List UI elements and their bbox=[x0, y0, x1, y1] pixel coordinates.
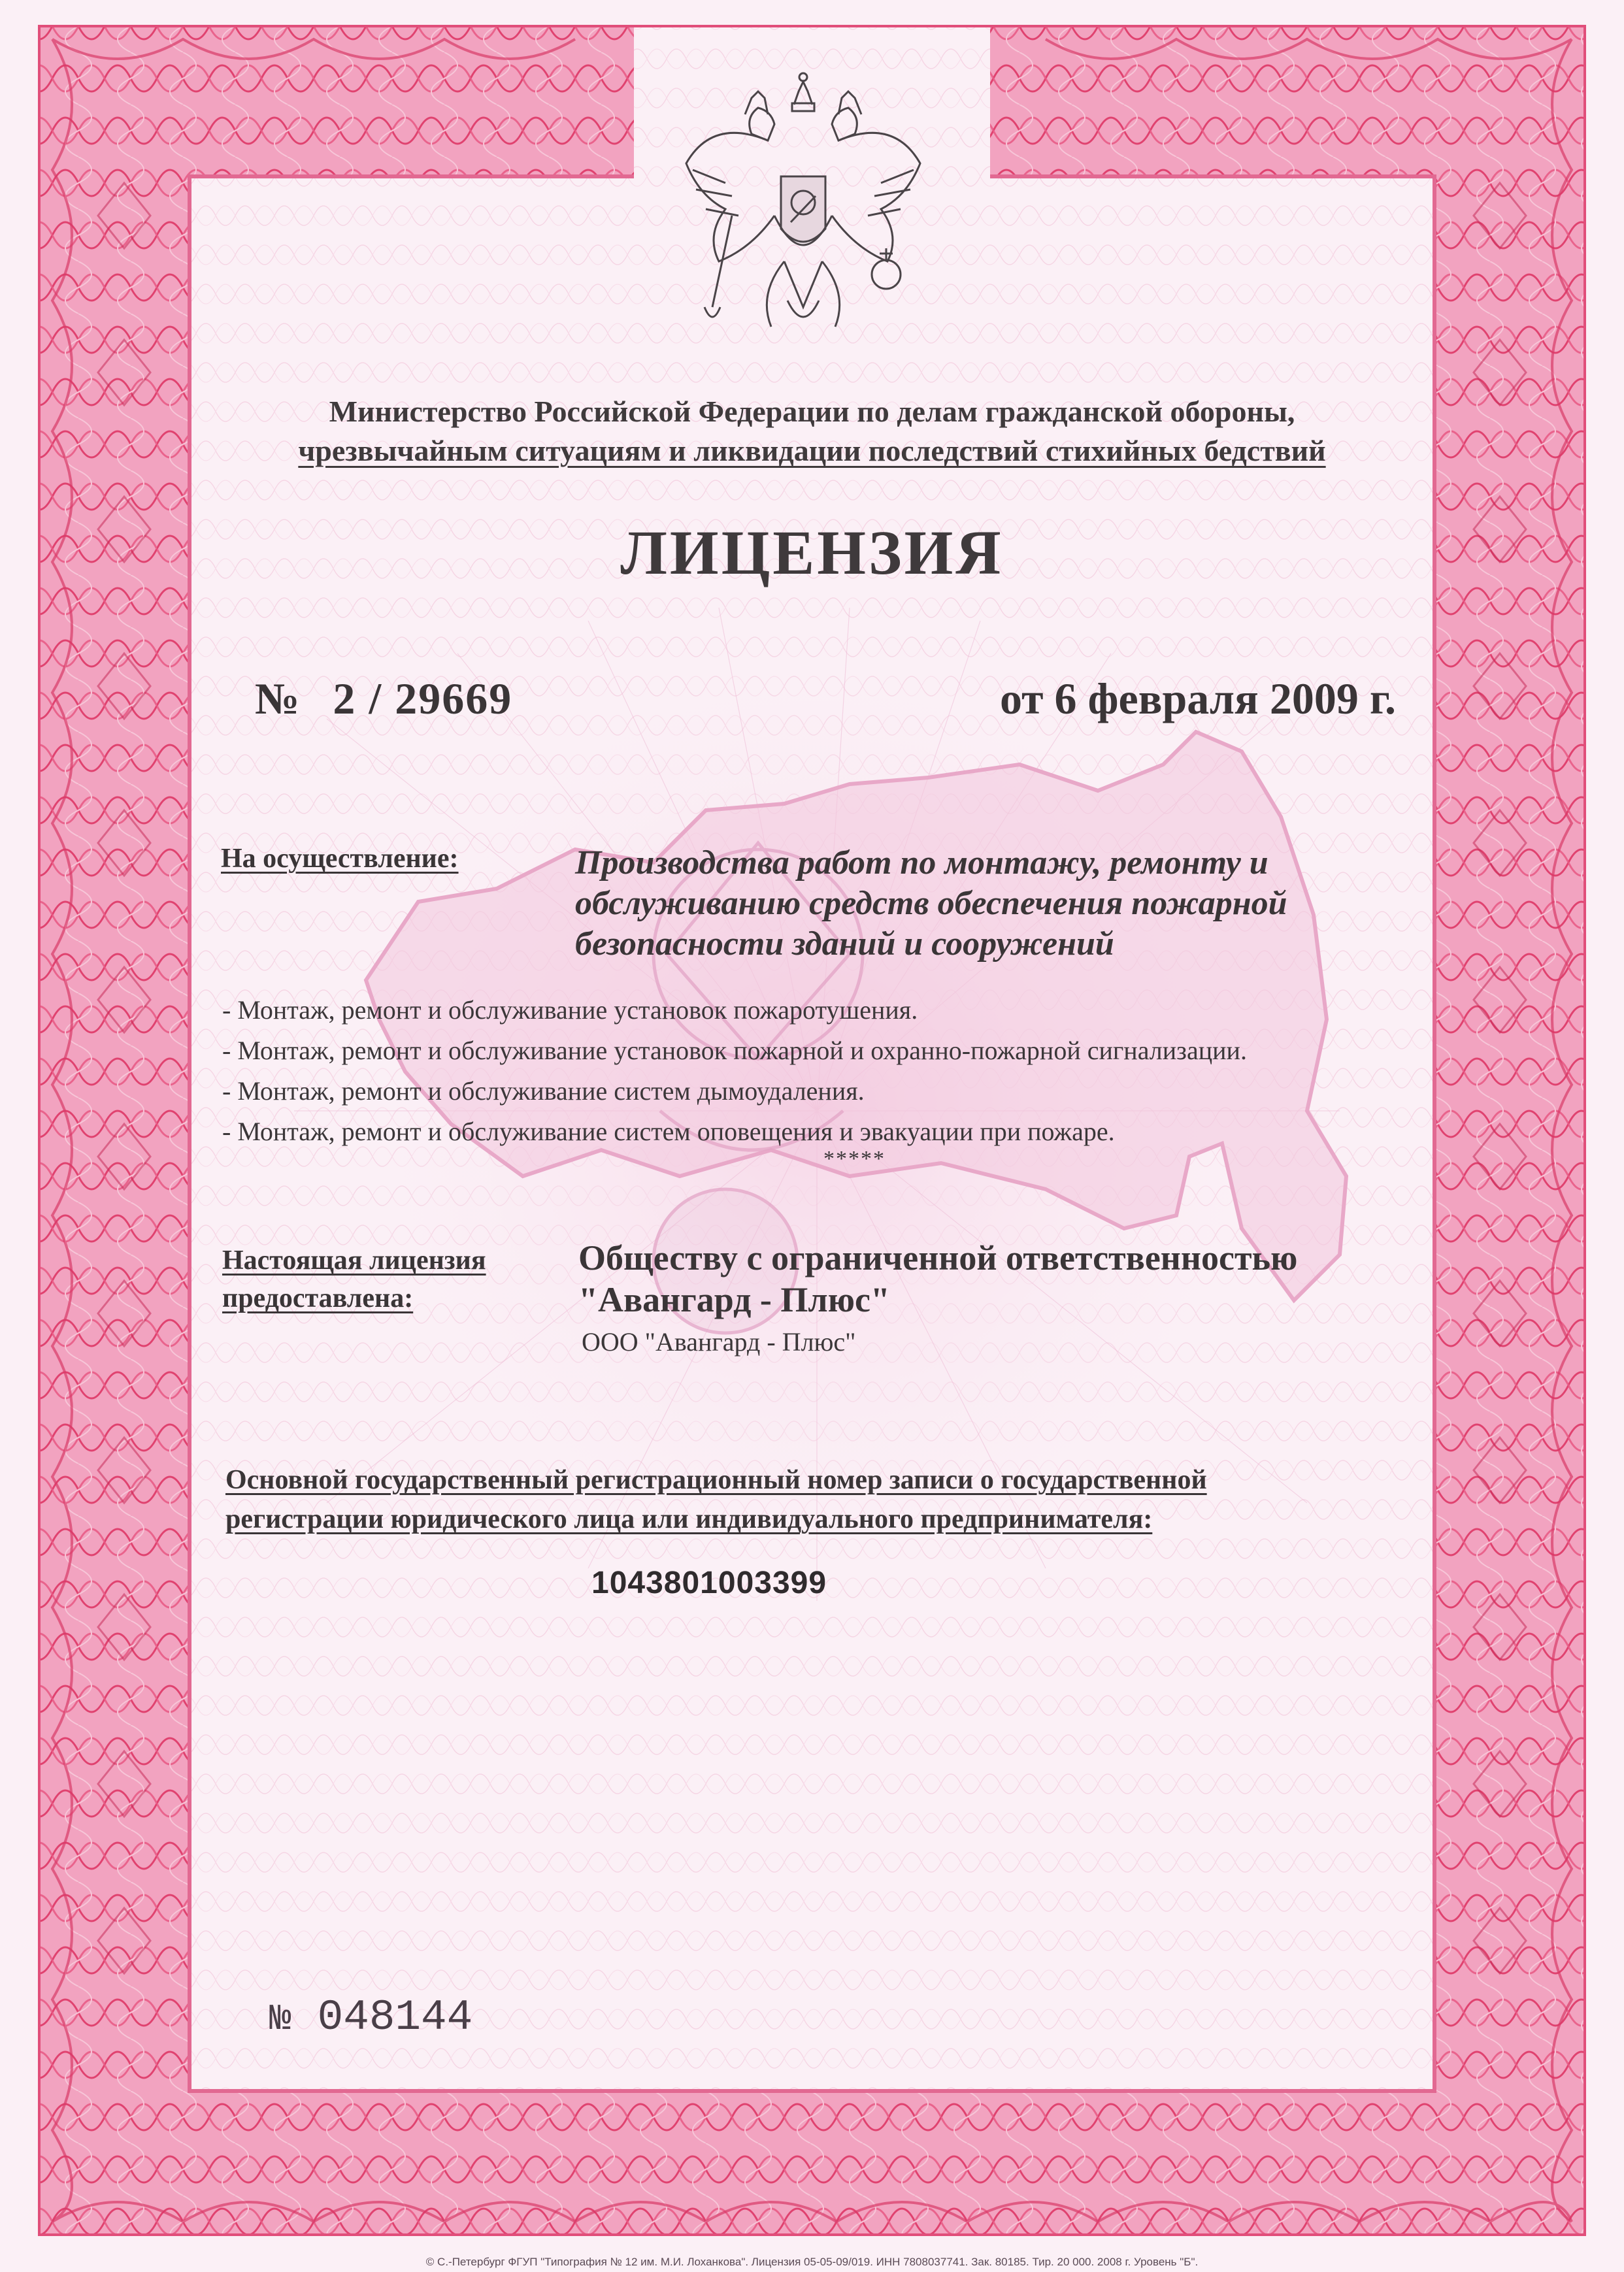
number-sign: № bbox=[255, 674, 300, 723]
license-date: от 6 февраля 2009 г. bbox=[1000, 674, 1397, 723]
ministry-line-2: чрезвычайным ситуациям и ликвидации последствий стихийных бедствий bbox=[298, 434, 1326, 467]
separator-stars: ***** bbox=[823, 1147, 886, 1171]
license-number bbox=[255, 673, 512, 725]
ogrn-value: 1043801003399 bbox=[591, 1566, 827, 1600]
document-title: ЛИЦЕНЗИЯ bbox=[620, 518, 1004, 587]
activity-label: На осуществление: bbox=[221, 844, 459, 874]
serial-sign: № bbox=[269, 1998, 291, 2040]
company-full-name bbox=[578, 1237, 1493, 1321]
works-list-item: - Монтаж, ремонт и обслуживание установок пожаротушения. bbox=[222, 995, 918, 1025]
granted-label-line-2: предоставлена: bbox=[222, 1283, 414, 1313]
works-list-item: - Монтаж, ремонт и обслуживание установок пожарной и охранно-пожарной сигнализации. bbox=[222, 1036, 1247, 1065]
works-list-item: - Монтаж, ремонт и обслуживание систем оповещения и эвакуации при пожаре. bbox=[222, 1117, 1115, 1146]
company-short-name: ООО "Авангард - Плюс" bbox=[582, 1327, 856, 1357]
activity-title-line: Производства работ по монтажу, ремонту и bbox=[575, 844, 1268, 881]
works-list bbox=[222, 990, 1464, 1152]
activity-title-line: обслуживанию средств обеспечения пожарной bbox=[575, 885, 1287, 922]
company-line-2: "Авангард - Плюс" bbox=[578, 1280, 890, 1319]
works-list-item: - Монтаж, ремонт и обслуживание систем дымоудаления. bbox=[222, 1076, 865, 1106]
granted-label-line-1: Настоящая лицензия bbox=[222, 1245, 486, 1276]
ogrn-label bbox=[225, 1460, 1467, 1539]
ministry-heading bbox=[0, 392, 1624, 470]
license-number-value: 2 / 29669 bbox=[333, 674, 513, 723]
form-serial-number bbox=[269, 1993, 472, 2042]
serial-value: 048144 bbox=[317, 1993, 473, 2042]
company-line-1: Обществу с ограниченной ответственностью bbox=[578, 1238, 1298, 1277]
granted-label bbox=[222, 1242, 486, 1317]
ogrn-label-line-2: регистрации юридического лица или индивидуального предпринимателя: bbox=[225, 1504, 1153, 1534]
ministry-line-1: Министерство Российской Федерации по делам гражданской обороны, bbox=[329, 395, 1295, 428]
printer-imprint: © С.-Петербург ФГУП "Типография № 12 им. М.И. Лоханкова". Лицензия 05-05-09/019. ИНН 7808037741. Зак. 80185. Тир. 20 000. 2008 г. Уровень "Б". bbox=[425, 2256, 1199, 2268]
ogrn-label-line-1: Основной государственный регистрационный номер записи о государственной bbox=[225, 1465, 1207, 1495]
activity-title bbox=[575, 843, 1425, 964]
activity-title-line: безопасности зданий и сооружений bbox=[575, 925, 1114, 963]
